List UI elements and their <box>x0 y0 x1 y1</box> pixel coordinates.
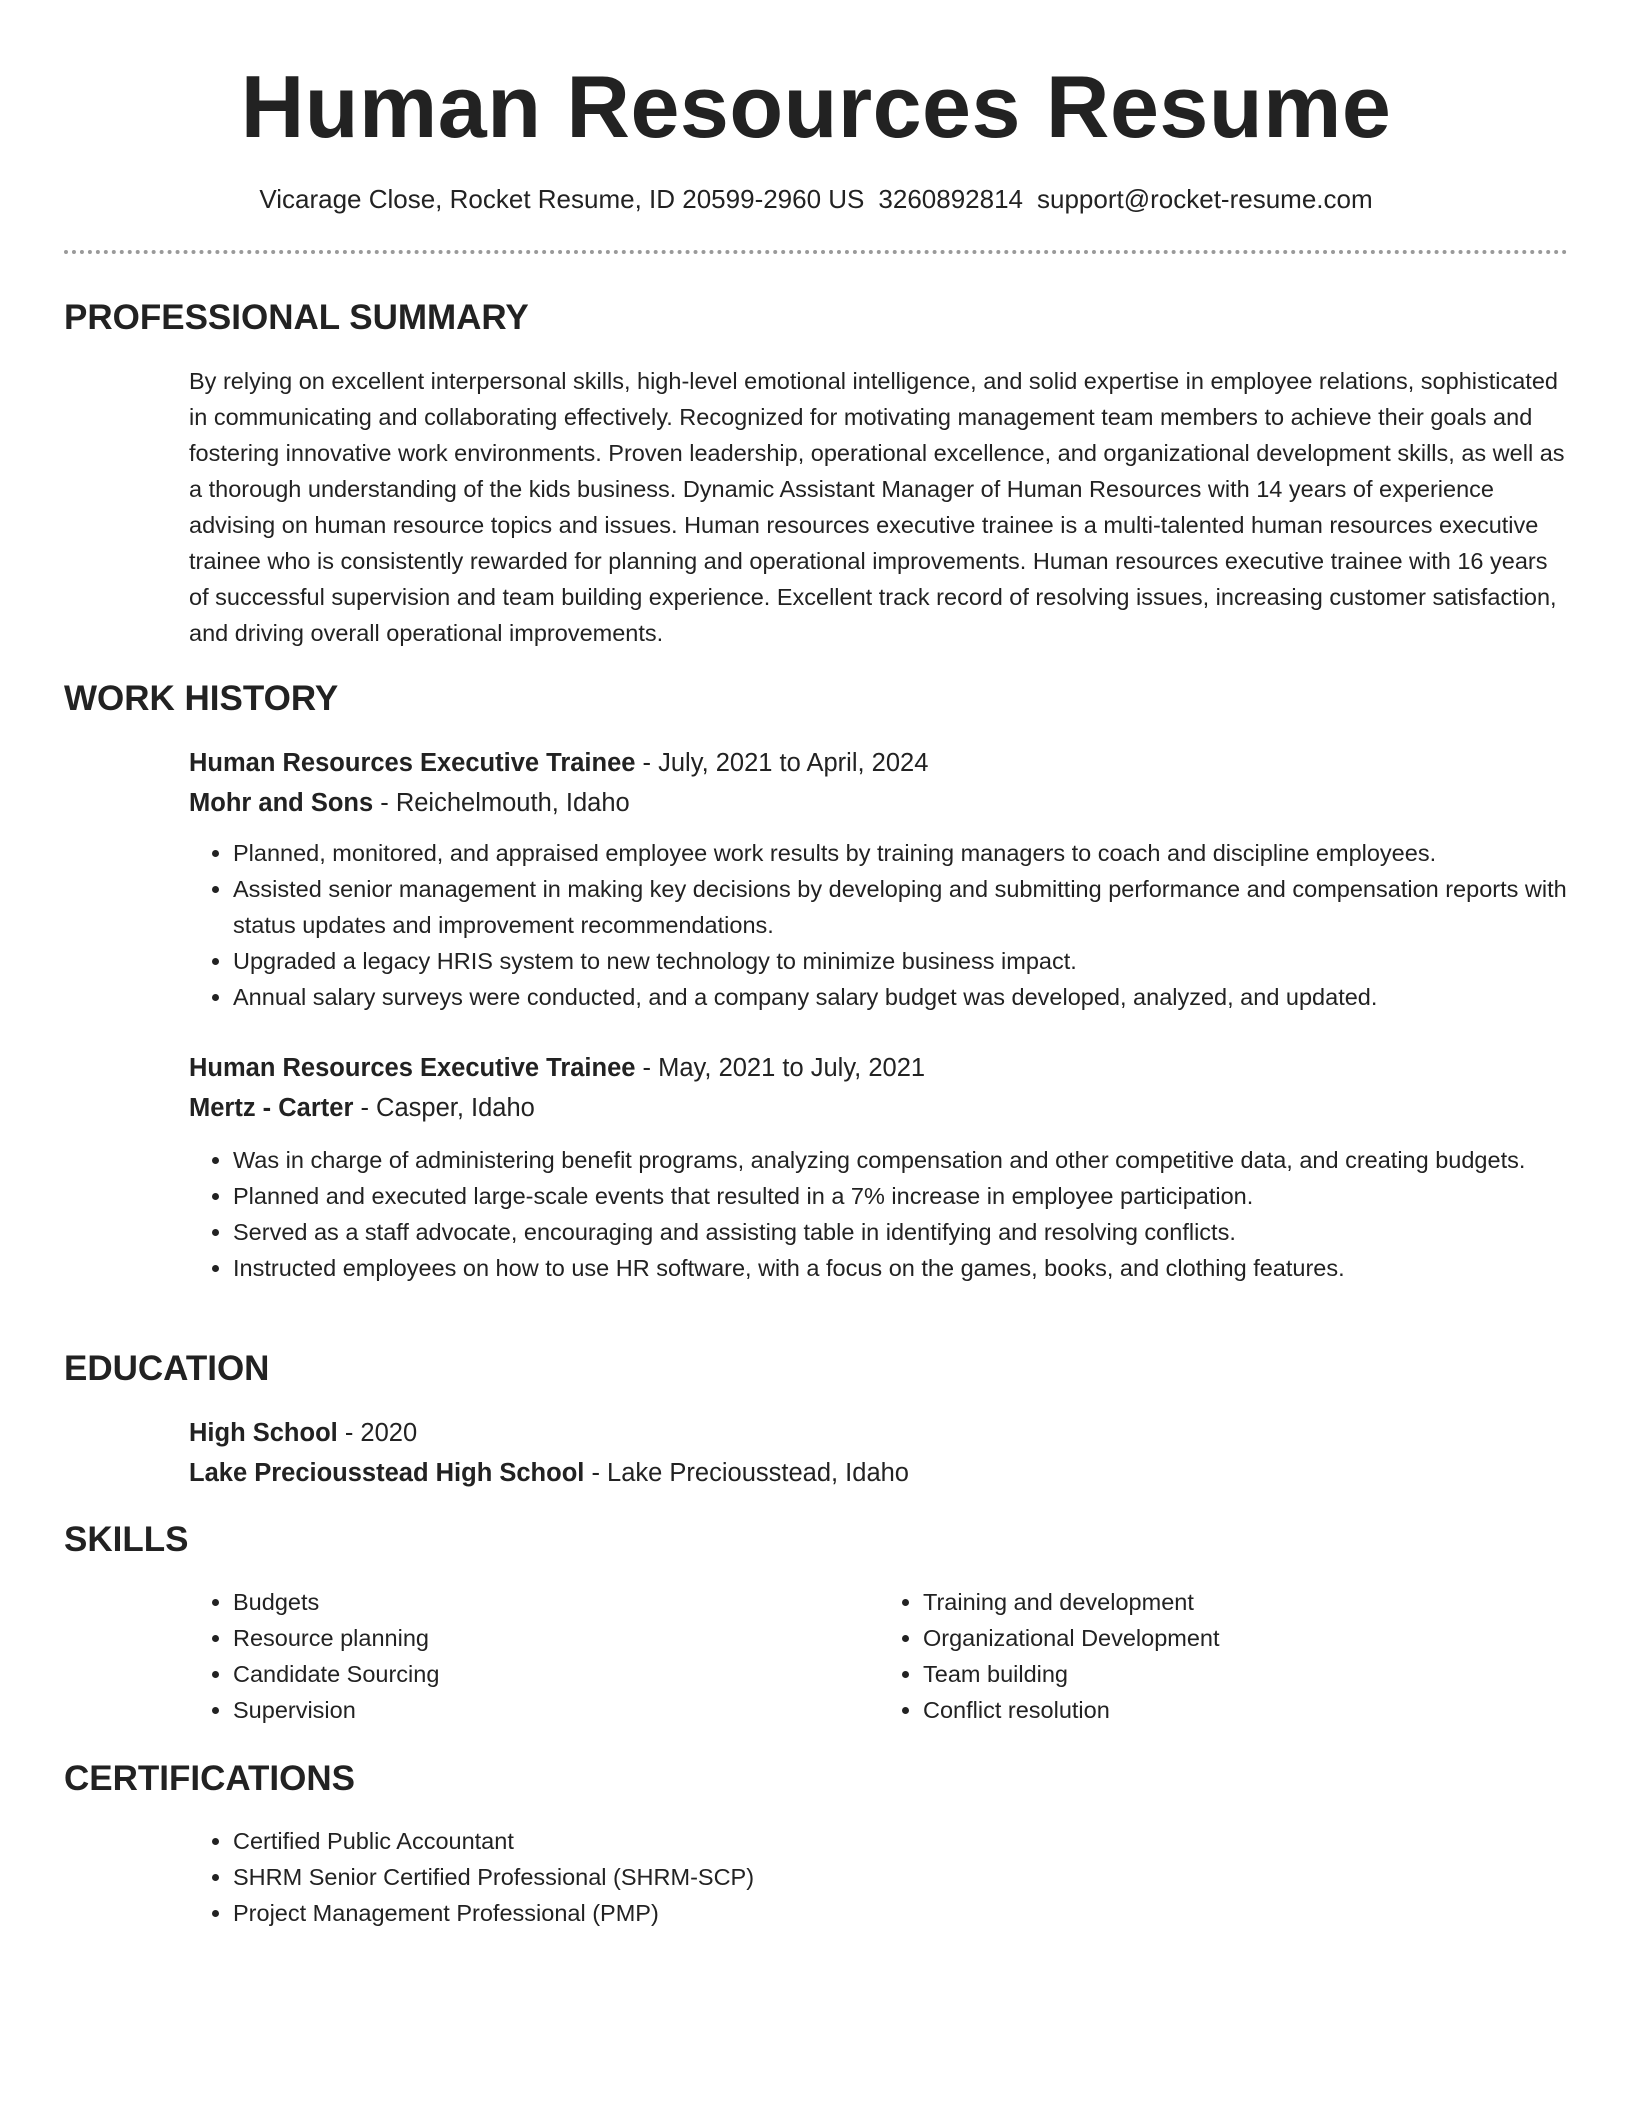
education-entry <box>189 1413 1569 1493</box>
skill-item: • Budgets <box>233 1584 879 1620</box>
job-bullet: • Assisted senior management in making key decisions by developing and submitting performance and compensation reports with status updates and improvement recommendations. <box>233 871 1569 943</box>
summary-text: By relying on excellent interpersonal skills, high-level emotional intelligence, and solid expertise in employee relations, sophisticated in communicating and collaborating effectively. Recognized for motivating management team members to achieve their goals and fostering innovative work environments. Proven leadership, operational excellence, and organizational development skills, as well as a thorough understanding of the kids business. Dynamic Assistant Manager of Human Resources with 14 years of experience advising on human resource topics and issues. Human resources executive trainee is a multi-talented human resources executive trainee who is consistently rewarded for planning and operational improvements. Human resources executive trainee with 16 years of successful supervision and team building experience. Excellent track record of resolving issues, increasing customer satisfaction, and driving overall operational improvements. <box>189 368 1565 646</box>
job-bullets <box>189 835 1569 1015</box>
skills-column-left <box>189 1584 879 1728</box>
contact-phone: 3260892814 <box>878 184 1024 214</box>
certification-item: • SHRM Senior Certified Professional (SHRM-SCP) <box>233 1859 1569 1895</box>
job-title-line <box>189 743 1569 783</box>
job-title: Human Resources Executive Trainee <box>189 1054 636 1082</box>
education-degree-line <box>189 1413 1569 1453</box>
job-entry <box>189 743 1569 1015</box>
job-bullet: • Served as a staff advocate, encouraging and assisting table in identifying and resolving conflicts. <box>233 1214 1569 1250</box>
job-bullet: • Instructed employees on how to use HR software, with a focus on the games, books, and clothing features. <box>233 1250 1569 1286</box>
certification-item: • Certified Public Accountant <box>233 1823 1569 1859</box>
summary-section <box>189 363 1569 651</box>
skill-item: • Conflict resolution <box>923 1692 1569 1728</box>
section-heading-summary: PROFESSIONAL SUMMARY <box>64 298 529 337</box>
contact-line <box>0 179 1632 219</box>
skill-item: • Team building <box>923 1656 1569 1692</box>
job-company: Mohr and Sons <box>189 789 374 817</box>
job-dates: - May, 2021 to July, 2021 <box>635 1054 926 1082</box>
job-company-line <box>189 1088 1569 1128</box>
certifications-bullets <box>189 1823 1569 1931</box>
job-location: - Reichelmouth, Idaho <box>373 789 630 817</box>
skill-item: • Resource planning <box>233 1620 879 1656</box>
job-company-line <box>189 783 1569 823</box>
job-title: Human Resources Executive Trainee <box>189 749 636 777</box>
job-bullet: • Upgraded a legacy HRIS system to new technology to minimize business impact. <box>233 943 1569 979</box>
section-heading-work: WORK HISTORY <box>64 679 339 718</box>
contact-address: Vicarage Close, Rocket Resume, ID 20599-2960 US <box>259 184 865 214</box>
job-bullet: • Was in charge of administering benefit programs, analyzing compensation and other competitive data, and creating budgets. <box>233 1142 1569 1178</box>
resume-title: Human Resources Resume <box>240 57 1392 156</box>
section-heading-certifications: CERTIFICATIONS <box>64 1759 356 1798</box>
certification-item: • Project Management Professional (PMP) <box>233 1895 1569 1931</box>
section-heading-education: EDUCATION <box>64 1349 270 1388</box>
header-divider <box>64 250 1568 254</box>
contact-email: support@rocket-resume.com <box>1037 184 1373 214</box>
skill-item: • Supervision <box>233 1692 879 1728</box>
job-bullet: • Planned, monitored, and appraised employee work results by training managers to coach and discipline employees. <box>233 835 1569 871</box>
skill-item: • Organizational Development <box>923 1620 1569 1656</box>
job-company: Mertz - Carter <box>189 1094 354 1122</box>
skills-column-right <box>879 1584 1569 1728</box>
job-dates: - July, 2021 to April, 2024 <box>635 749 929 777</box>
section-heading-skills: SKILLS <box>64 1520 189 1559</box>
job-title-line <box>189 1048 1569 1088</box>
skill-item: • Candidate Sourcing <box>233 1656 879 1692</box>
education-school-line <box>189 1453 1569 1493</box>
job-bullet: • Annual salary surveys were conducted, and a company salary budget was developed, analyzed, and updated. <box>233 979 1569 1015</box>
certifications-list <box>189 1823 1569 1931</box>
job-bullets <box>189 1142 1569 1286</box>
skill-item: • Training and development <box>923 1584 1569 1620</box>
skills-list <box>189 1584 1569 1728</box>
job-bullet: • Planned and executed large-scale events that resulted in a 7% increase in employee participation. <box>233 1178 1569 1214</box>
education-location: - Lake Preciousstead, Idaho <box>584 1459 909 1487</box>
education-year: - 2020 <box>337 1419 418 1447</box>
education-degree: High School <box>189 1419 338 1447</box>
job-entry <box>189 1048 1569 1286</box>
education-school: Lake Preciousstead High School <box>189 1459 585 1487</box>
job-location: - Casper, Idaho <box>353 1094 535 1122</box>
